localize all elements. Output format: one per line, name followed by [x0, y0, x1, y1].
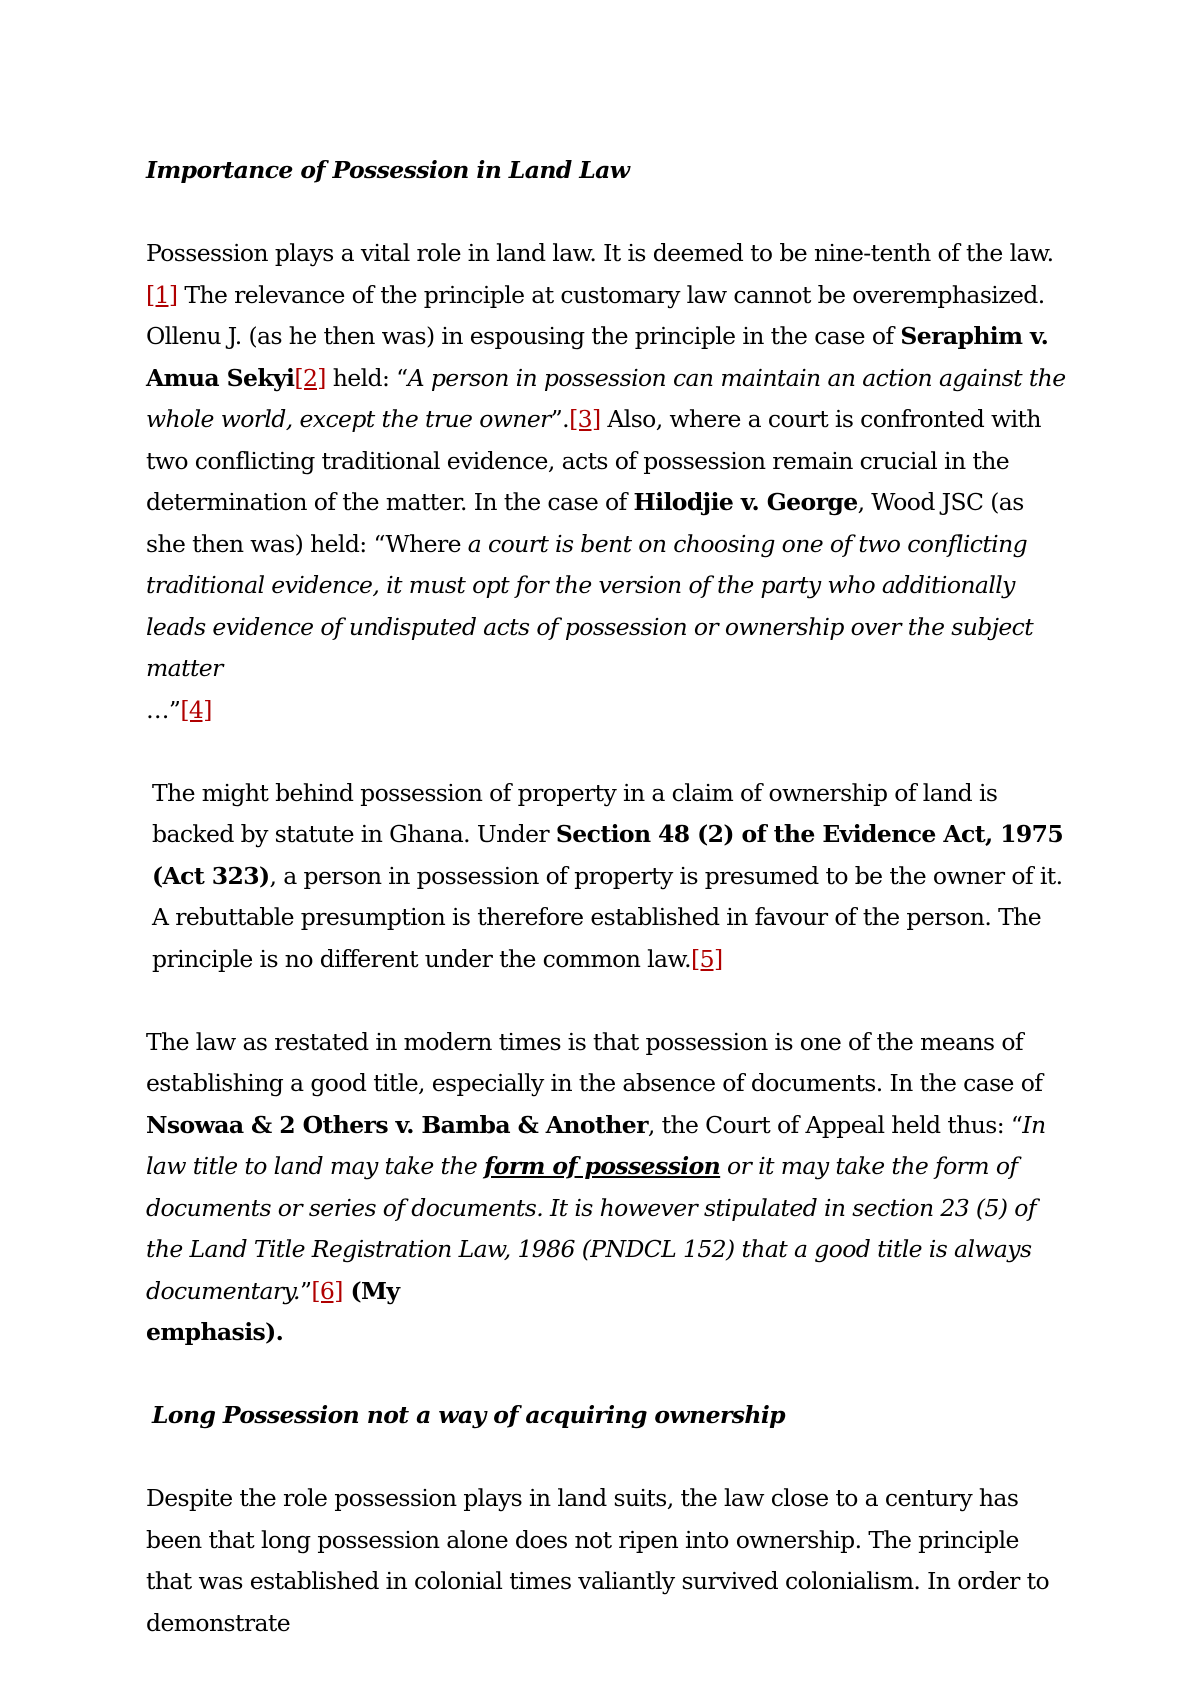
statute-reference: Section 48 (2) of the Evidence Act, 1975 (Act 323) — [152, 820, 1064, 890]
footnote-link-1[interactable]: [1] — [146, 280, 178, 309]
footnote-link-4[interactable]: [4] — [180, 695, 212, 724]
paragraph-long-possession: Despite the role possession plays in land suits, the law close to a century has been that long possession alone does not ripen into ownership. The principle that was established in colonial times valiantly survived colonialism. In order to demonstrate — [146, 1484, 1050, 1637]
paragraph-modern-law: The law as restated in modern times is that possession is one of the means of establishing a good title, especially in the absence of documents. In the case of Nsowaa & 2 Others v. Bamba & Another, the Court of Appeal held thus: “In law title to land may take the form of possession or it may take the form of documents or series of documents. It is however stipulated in section 23 (5) of the Land Title Registration Law, 1986 (PNDCL 152) that a good title is always documentary.”[6] (My emphasis). — [146, 1027, 1046, 1346]
section-heading-long-possession: Long Possession not a way of acquiring ownership — [152, 1401, 785, 1429]
case-name-nsowaa: Nsowaa & 2 Others v. Bamba & Another — [146, 1110, 648, 1139]
section-heading-importance: Importance of Possession in Land Law — [146, 156, 630, 184]
paragraph-statute: The might behind possession of property in a claim of ownership of land is backed by statute in Ghana. Under Section 48 (2) of the Evidence Act, 1975 (Act 323), a person in possession of property is presumed to be the owner of it. A rebuttable presumption is therefore established in favour of the person. The principle is no different under the common law.[5] — [152, 778, 1064, 973]
quote-court-of-appeal: In law title to land may take the form of possession or it may take the form of documents or series of documents. It is however stipulated in section 23 (5) of the Land Title Registration Law, 1986 (PNDCL 152) that a good title is always documentary. — [146, 1110, 1046, 1305]
footnote-link-2[interactable]: [2] — [294, 363, 326, 392]
emphasis-note: (My — [342, 1276, 400, 1305]
case-name-seraphim: Seraphim v. Amua Sekyi — [146, 322, 1049, 392]
emphasized-phrase: form of possession — [484, 1152, 721, 1180]
paragraph-possession-role: Possession plays a vital role in land law. It is deemed to be nine-tenth of the law. [1] The relevance of the principle at customary law cannot be overemphasized. Ollenu J. (as he then was) in espousing the principle in the case of Seraphim v. Amua Sekyi[2] held: “A person in possession can maintain an action against the whole world, except the true owner”.[3] Also, where a court is confronted with two conflicting traditional evidence, acts of possession remain crucial in the determination of the matter. In the case of Hilodjie v. George, Wood JSC (as she then was) held: “Where a court is bent on choosing one of two conflicting traditional evidence, it must opt for the version of the party who additionally leads evidence of undisputed acts of possession or ownership over the subject matter …”[4] — [146, 239, 1066, 724]
case-name-hilodjie: Hilodjie v. George — [633, 488, 858, 516]
document-body — [146, 150, 1066, 1644]
footnote-link-5[interactable]: [5] — [691, 944, 723, 973]
quote-ollenu: A person in possession can maintain an action against the whole world, except the true owner — [146, 363, 1066, 433]
footnote-link-6[interactable]: [6] — [311, 1276, 343, 1305]
footnote-link-3[interactable]: [3] — [569, 405, 601, 433]
emphasis-note-end: emphasis). — [146, 1318, 284, 1346]
quote-wood-jsc: a court is bent on choosing one of two conflicting traditional evidence, it must opt for the version of the party who additionally leads evidence of undisputed acts of possession or ownership over the subject matter — [146, 529, 1034, 682]
